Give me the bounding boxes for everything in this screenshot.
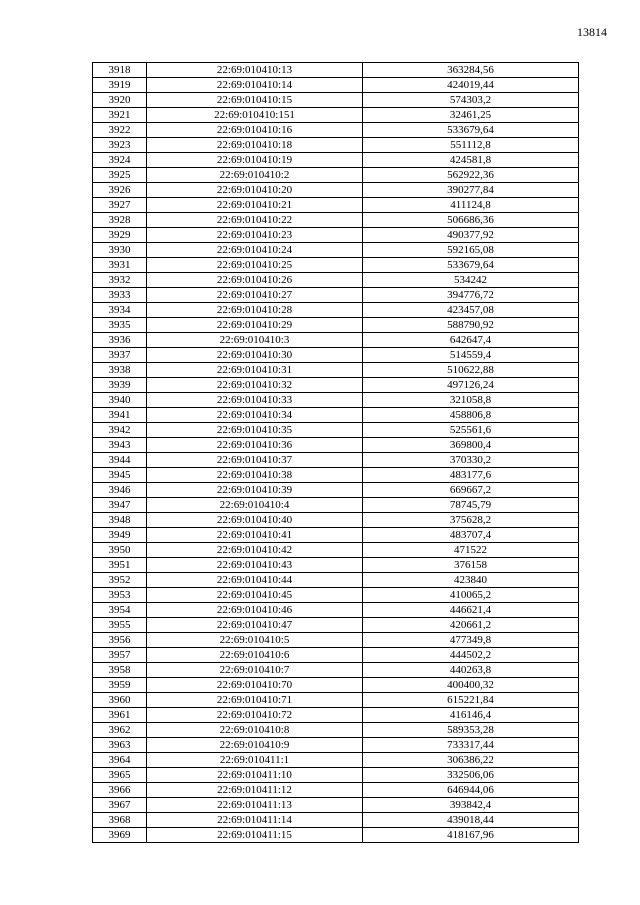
row-number-cell: 3964 [93,753,147,768]
table-row [93,123,579,138]
cadastral-value-cell: 534242 [363,273,579,288]
table-row [93,333,579,348]
row-number-cell: 3924 [93,153,147,168]
cadastral-number-cell: 22:69:010410:33 [147,393,363,408]
cadastral-value-cell: 393842,4 [363,798,579,813]
cadastral-value-cell: 506686,36 [363,213,579,228]
cadastral-value-cell: 363284,56 [363,63,579,78]
cadastral-value-cell: 490377,92 [363,228,579,243]
table-row [93,513,579,528]
table-row [93,303,579,318]
cadastral-number-cell: 22:69:010410:46 [147,603,363,618]
table-row [93,243,579,258]
cadastral-value-cell: 370330,2 [363,453,579,468]
cadastral-value-cell: 416146,4 [363,708,579,723]
cadastral-value-cell: 446621,4 [363,603,579,618]
table-row [93,828,579,843]
row-number-cell: 3968 [93,813,147,828]
table-row [93,213,579,228]
cadastral-number-cell: 22:69:010410:151 [147,108,363,123]
table-row [93,63,579,78]
table-row [93,633,579,648]
row-number-cell: 3930 [93,243,147,258]
row-number-cell: 3958 [93,663,147,678]
table-row [93,798,579,813]
cadastral-value-cell: 733317,44 [363,738,579,753]
row-number-cell: 3941 [93,408,147,423]
cadastral-value-cell: 483707,4 [363,528,579,543]
table-row [93,663,579,678]
cadastral-value-cell: 400400,32 [363,678,579,693]
row-number-cell: 3936 [93,333,147,348]
row-number-cell: 3951 [93,558,147,573]
cadastral-value-cell: 588790,92 [363,318,579,333]
row-number-cell: 3938 [93,363,147,378]
cadastral-number-cell: 22:69:010410:7 [147,663,363,678]
table-row [93,288,579,303]
cadastral-value-cell: 525561,6 [363,423,579,438]
table-row [93,423,579,438]
cadastral-number-cell: 22:69:010410:29 [147,318,363,333]
table-row [93,168,579,183]
table-row [93,618,579,633]
row-number-cell: 3939 [93,378,147,393]
cadastral-number-cell: 22:69:010410:16 [147,123,363,138]
row-number-cell: 3969 [93,828,147,843]
row-number-cell: 3933 [93,288,147,303]
row-number-cell: 3944 [93,453,147,468]
table-row [93,498,579,513]
cadastral-number-cell: 22:69:010410:15 [147,93,363,108]
table-row [93,753,579,768]
cadastral-value-cell: 444502,2 [363,648,579,663]
row-number-cell: 3952 [93,573,147,588]
cadastral-number-cell: 22:69:010410:9 [147,738,363,753]
cadastral-number-cell: 22:69:010410:45 [147,588,363,603]
cadastral-value-cell: 551112,8 [363,138,579,153]
cadastral-number-cell: 22:69:010410:5 [147,633,363,648]
cadastral-number-cell: 22:69:010411:13 [147,798,363,813]
cadastral-value-cell: 390277,84 [363,183,579,198]
row-number-cell: 3927 [93,198,147,213]
cadastral-number-cell: 22:69:010410:26 [147,273,363,288]
row-number-cell: 3940 [93,393,147,408]
cadastral-number-cell: 22:69:010410:6 [147,648,363,663]
cadastral-number-cell: 22:69:010410:71 [147,693,363,708]
cadastral-value-cell: 510622,88 [363,363,579,378]
table-row [93,723,579,738]
row-number-cell: 3950 [93,543,147,558]
row-number-cell: 3959 [93,678,147,693]
table-body [93,63,579,843]
row-number-cell: 3948 [93,513,147,528]
cadastral-number-cell: 22:69:010410:21 [147,198,363,213]
table-row [93,678,579,693]
table-row [93,183,579,198]
cadastral-number-cell: 22:69:010410:42 [147,543,363,558]
row-number-cell: 3963 [93,738,147,753]
row-number-cell: 3954 [93,603,147,618]
row-number-cell: 3949 [93,528,147,543]
table-row [93,153,579,168]
cadastral-number-cell: 22:69:010410:8 [147,723,363,738]
cadastral-number-cell: 22:69:010410:23 [147,228,363,243]
row-number-cell: 3922 [93,123,147,138]
cadastral-value-table [92,62,579,843]
row-number-cell: 3953 [93,588,147,603]
cadastral-value-cell: 418167,96 [363,828,579,843]
row-number-cell: 3966 [93,783,147,798]
cadastral-number-cell: 22:69:010411:15 [147,828,363,843]
cadastral-value-cell: 497126,24 [363,378,579,393]
cadastral-value-cell: 477349,8 [363,633,579,648]
cadastral-number-cell: 22:69:010410:35 [147,423,363,438]
cadastral-number-cell: 22:69:010410:43 [147,558,363,573]
cadastral-number-cell: 22:69:010410:32 [147,378,363,393]
cadastral-value-cell: 439018,44 [363,813,579,828]
row-number-cell: 3967 [93,798,147,813]
table-row [93,648,579,663]
cadastral-number-cell: 22:69:010410:24 [147,243,363,258]
row-number-cell: 3947 [93,498,147,513]
cadastral-value-cell: 458806,8 [363,408,579,423]
cadastral-value-cell: 533679,64 [363,258,579,273]
cadastral-value-cell: 78745,79 [363,498,579,513]
table-row [93,108,579,123]
cadastral-value-cell: 669667,2 [363,483,579,498]
table-row [93,603,579,618]
cadastral-number-cell: 22:69:010411:12 [147,783,363,798]
row-number-cell: 3931 [93,258,147,273]
row-number-cell: 3925 [93,168,147,183]
cadastral-number-cell: 22:69:010411:1 [147,753,363,768]
cadastral-number-cell: 22:69:010410:34 [147,408,363,423]
cadastral-value-cell: 410065,2 [363,588,579,603]
cadastral-value-cell: 589353,28 [363,723,579,738]
cadastral-value-cell: 394776,72 [363,288,579,303]
table-row [93,738,579,753]
cadastral-number-cell: 22:69:010410:25 [147,258,363,273]
table-row [93,528,579,543]
cadastral-number-cell: 22:69:010410:19 [147,153,363,168]
cadastral-number-cell: 22:69:010411:14 [147,813,363,828]
cadastral-value-cell: 471522 [363,543,579,558]
cadastral-number-cell: 22:69:010410:70 [147,678,363,693]
table-row [93,93,579,108]
row-number-cell: 3932 [93,273,147,288]
cadastral-value-cell: 32461,25 [363,108,579,123]
cadastral-number-cell: 22:69:010410:47 [147,618,363,633]
row-number-cell: 3923 [93,138,147,153]
page-number: 13814 [577,25,607,39]
table-row [93,468,579,483]
cadastral-number-cell: 22:69:010410:36 [147,438,363,453]
table-row [93,78,579,93]
cadastral-number-cell: 22:69:010410:31 [147,363,363,378]
row-number-cell: 3935 [93,318,147,333]
row-number-cell: 3942 [93,423,147,438]
row-number-cell: 3965 [93,768,147,783]
row-number-cell: 3937 [93,348,147,363]
cadastral-value-cell: 562922,36 [363,168,579,183]
row-number-cell: 3918 [93,63,147,78]
cadastral-number-cell: 22:69:010410:22 [147,213,363,228]
cadastral-value-cell: 574303,2 [363,93,579,108]
cadastral-value-cell: 646944,06 [363,783,579,798]
row-number-cell: 3957 [93,648,147,663]
row-number-cell: 3946 [93,483,147,498]
table-row [93,138,579,153]
row-number-cell: 3961 [93,708,147,723]
table-row [93,363,579,378]
table-row [93,198,579,213]
table-row [93,543,579,558]
row-number-cell: 3945 [93,468,147,483]
row-number-cell: 3929 [93,228,147,243]
row-number-cell: 3955 [93,618,147,633]
cadastral-value-cell: 321058,8 [363,393,579,408]
cadastral-value-cell: 375628,2 [363,513,579,528]
cadastral-value-cell: 306386,22 [363,753,579,768]
cadastral-number-cell: 22:69:010410:27 [147,288,363,303]
cadastral-number-cell: 22:69:010410:4 [147,498,363,513]
cadastral-number-cell: 22:69:010410:37 [147,453,363,468]
table-row [93,573,579,588]
cadastral-number-cell: 22:69:010410:72 [147,708,363,723]
table-row [93,588,579,603]
table-row [93,438,579,453]
cadastral-value-cell: 423840 [363,573,579,588]
cadastral-number-cell: 22:69:010410:38 [147,468,363,483]
cadastral-number-cell: 22:69:010410:20 [147,183,363,198]
row-number-cell: 3921 [93,108,147,123]
cadastral-number-cell: 22:69:010411:10 [147,768,363,783]
cadastral-value-cell: 483177,6 [363,468,579,483]
row-number-cell: 3943 [93,438,147,453]
row-number-cell: 3928 [93,213,147,228]
cadastral-number-cell: 22:69:010410:39 [147,483,363,498]
cadastral-number-cell: 22:69:010410:40 [147,513,363,528]
row-number-cell: 3926 [93,183,147,198]
table-row [93,378,579,393]
table-row [93,318,579,333]
table-row [93,273,579,288]
cadastral-number-cell: 22:69:010410:13 [147,63,363,78]
table-row [93,483,579,498]
table-row [93,408,579,423]
cadastral-value-cell: 424019,44 [363,78,579,93]
cadastral-value-cell: 376158 [363,558,579,573]
table-row [93,708,579,723]
cadastral-number-cell: 22:69:010410:44 [147,573,363,588]
row-number-cell: 3919 [93,78,147,93]
cadastral-value-cell: 424581,8 [363,153,579,168]
cadastral-value-cell: 592165,08 [363,243,579,258]
row-number-cell: 3956 [93,633,147,648]
cadastral-number-cell: 22:69:010410:2 [147,168,363,183]
cadastral-number-cell: 22:69:010410:28 [147,303,363,318]
cadastral-value-cell: 615221,84 [363,693,579,708]
cadastral-number-cell: 22:69:010410:30 [147,348,363,363]
cadastral-value-cell: 369800,4 [363,438,579,453]
cadastral-number-cell: 22:69:010410:18 [147,138,363,153]
row-number-cell: 3920 [93,93,147,108]
table-row [93,813,579,828]
cadastral-value-cell: 514559,4 [363,348,579,363]
table-row [93,783,579,798]
cadastral-number-cell: 22:69:010410:3 [147,333,363,348]
cadastral-value-cell: 533679,64 [363,123,579,138]
row-number-cell: 3934 [93,303,147,318]
row-number-cell: 3960 [93,693,147,708]
cadastral-number-cell: 22:69:010410:14 [147,78,363,93]
cadastral-number-cell: 22:69:010410:41 [147,528,363,543]
cadastral-value-cell: 423457,08 [363,303,579,318]
cadastral-value-cell: 440263,8 [363,663,579,678]
table-row [93,558,579,573]
table-row [93,393,579,408]
row-number-cell: 3962 [93,723,147,738]
table-row [93,258,579,273]
table-row [93,693,579,708]
cadastral-value-cell: 332506,06 [363,768,579,783]
table-row [93,453,579,468]
table-row [93,348,579,363]
cadastral-value-cell: 420661,2 [363,618,579,633]
table-row [93,228,579,243]
table-row [93,768,579,783]
cadastral-value-cell: 411124,8 [363,198,579,213]
cadastral-value-cell: 642647,4 [363,333,579,348]
